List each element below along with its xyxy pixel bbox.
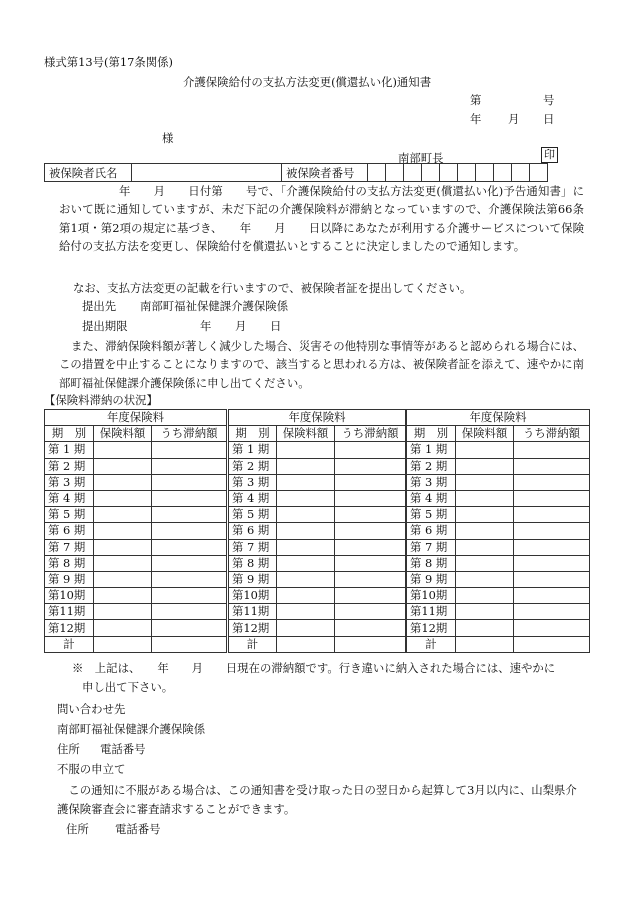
deadline-year: 年 [200,319,212,333]
period-label: 第 3 期 [45,474,94,490]
premium-amount-column-header: 保険料額 [456,426,514,442]
objection-text: この通知に不服がある場合は、この通知書を受け取った日の翌日から起算して3月以内に、山梨県介護保険審査会に審査請求することができます。 [57,783,577,816]
table-row [229,523,406,539]
arrears-note-line-1: ※ 上記は、 年 月 日現在の滞納額です。行き違いに納入された場合には、速やかに [72,661,556,675]
period-column-header: 期 別 [45,426,94,442]
period-label: 第11期 [407,604,456,620]
insured-number-digit[interactable] [386,164,404,182]
table-row [407,604,590,620]
period-label: 第 2 期 [407,458,456,474]
period-label: 第 7 期 [407,539,456,555]
seal-box: 印 [541,147,558,163]
period-label: 第10期 [45,588,94,604]
premium-amount-column-header: 保険料額 [94,426,152,442]
period-label: 第 8 期 [45,555,94,571]
unpaid-amount-cell[interactable] [335,620,406,636]
arrears-note-line-2: 申し出て下さい。 [82,680,174,694]
unpaid-amount-cell[interactable] [335,507,406,523]
objection-phone-label: 電話番号 [115,822,161,836]
arrears-year-row [407,410,590,426]
premium-amount-cell[interactable] [277,539,335,555]
unpaid-amount-cell[interactable] [335,490,406,506]
arrears-column-header-row [45,426,227,442]
table-row [407,539,590,555]
total-label: 計 [229,636,277,652]
insured-number-digit[interactable] [458,164,476,182]
table-row [407,555,590,571]
unpaid-amount-cell[interactable] [335,523,406,539]
table-row [407,474,590,490]
total-label: 計 [45,636,94,652]
period-label: 第 8 期 [229,555,277,571]
premium-amount-cell[interactable] [456,490,514,506]
unpaid-amount-column-header: うち滞納額 [335,426,406,442]
table-row [229,490,406,506]
period-label: 第 5 期 [45,507,94,523]
table-row [45,474,227,490]
period-label: 第 7 期 [45,539,94,555]
arrears-year-row [229,410,406,426]
insured-number-digit[interactable] [494,164,512,182]
premium-amount-cell[interactable] [456,604,514,620]
total-premium-cell[interactable] [94,636,152,652]
period-label: 第 8 期 [407,555,456,571]
form-number: 様式第13号(第17条関係) [44,55,174,69]
premium-amount-cell[interactable] [277,523,335,539]
unpaid-amount-column-header: うち滞納額 [514,426,590,442]
unpaid-amount-cell[interactable] [152,507,227,523]
total-premium-cell[interactable] [277,636,335,652]
unpaid-amount-cell[interactable] [335,555,406,571]
table-row [229,507,406,523]
inquiry-organization: 南部町福祉保健課介護保険係 [57,722,206,736]
insured-info-table [44,163,548,182]
table-row [407,507,590,523]
period-label: 第11期 [45,604,94,620]
table-row [229,620,406,636]
insured-number-digit[interactable] [368,164,386,182]
unpaid-amount-cell[interactable] [152,523,227,539]
insured-name-field[interactable] [132,164,282,182]
insured-number-digit[interactable] [512,164,530,182]
insured-number-digit[interactable] [440,164,458,182]
table-row [229,571,406,587]
period-column-header: 期 別 [229,426,277,442]
premium-amount-cell[interactable] [94,571,152,587]
unpaid-amount-cell[interactable] [514,474,590,490]
period-label: 第12期 [229,620,277,636]
arrears-table-1 [44,409,227,653]
unpaid-amount-cell[interactable] [335,458,406,474]
period-label: 第10期 [407,588,456,604]
unpaid-amount-cell[interactable] [514,604,590,620]
table-row [45,604,227,620]
insured-number-digit[interactable] [476,164,494,182]
premium-amount-cell[interactable] [277,620,335,636]
fiscal-year-header: 年度保険料 [407,410,590,426]
unpaid-amount-cell[interactable] [514,458,590,474]
arrears-status-heading: 【保険料滞納の状況】 [44,393,158,407]
premium-amount-cell[interactable] [277,442,335,458]
period-label: 第 6 期 [229,523,277,539]
total-unpaid-cell[interactable] [152,636,227,652]
table-row [45,442,227,458]
premium-amount-cell[interactable] [94,523,152,539]
unpaid-amount-cell[interactable] [514,539,590,555]
period-label: 第 2 期 [45,458,94,474]
period-label: 第 4 期 [45,490,94,506]
unpaid-amount-cell[interactable] [152,442,227,458]
premium-amount-cell[interactable] [94,490,152,506]
period-label: 第 9 期 [45,571,94,587]
table-row [45,458,227,474]
premium-amount-cell[interactable] [94,620,152,636]
period-label: 第 3 期 [407,474,456,490]
total-row [229,636,406,652]
issue-date-month: 月 [508,112,520,126]
unpaid-amount-cell[interactable] [335,588,406,604]
table-row [407,588,590,604]
arrears-column-header-row [229,426,406,442]
insured-number-digit[interactable] [422,164,440,182]
fiscal-year-header: 年度保険料 [229,410,406,426]
period-label: 第 2 期 [229,458,277,474]
premium-amount-cell[interactable] [277,571,335,587]
total-row [407,636,590,652]
period-label: 第 4 期 [229,490,277,506]
unpaid-amount-cell[interactable] [152,571,227,587]
document-title: 介護保険給付の支払方法変更(償還払い化)通知書 [183,75,432,89]
table-row [45,507,227,523]
unpaid-amount-cell[interactable] [514,523,590,539]
unpaid-amount-cell[interactable] [152,474,227,490]
table-row [407,523,590,539]
sender-name: 南部町長 [398,151,444,165]
unpaid-amount-cell[interactable] [152,620,227,636]
period-label: 第 4 期 [407,490,456,506]
table-row [407,620,590,636]
issue-date-day: 日 [543,112,555,126]
period-label: 第 5 期 [229,507,277,523]
table-row [407,490,590,506]
unpaid-amount-cell[interactable] [335,571,406,587]
premium-amount-cell[interactable] [456,555,514,571]
table-row [45,490,227,506]
total-premium-cell[interactable] [456,636,514,652]
premium-amount-cell[interactable] [94,588,152,604]
table-row [229,604,406,620]
unpaid-amount-column-header: うち滞納額 [152,426,227,442]
total-label: 計 [407,636,456,652]
issue-date-year: 年 [470,112,482,126]
total-unpaid-cell[interactable] [335,636,406,652]
insured-number-digit[interactable] [530,164,548,182]
period-label: 第 7 期 [229,539,277,555]
unpaid-amount-cell[interactable] [152,490,227,506]
table-row [45,539,227,555]
premium-amount-cell[interactable] [277,588,335,604]
premium-amount-cell[interactable] [94,604,152,620]
unpaid-amount-cell[interactable] [514,490,590,506]
unpaid-amount-cell[interactable] [335,604,406,620]
unpaid-amount-cell[interactable] [152,539,227,555]
period-label: 第 6 期 [45,523,94,539]
premium-amount-cell[interactable] [456,571,514,587]
premium-amount-cell[interactable] [456,507,514,523]
premium-amount-cell[interactable] [277,604,335,620]
unpaid-amount-cell[interactable] [514,588,590,604]
premium-amount-cell[interactable] [94,458,152,474]
unpaid-amount-cell[interactable] [514,555,590,571]
inquiry-phone-label: 電話番号 [100,742,146,756]
table-row [229,474,406,490]
premium-amount-cell[interactable] [94,539,152,555]
period-label: 第 1 期 [407,442,456,458]
period-column-header: 期 別 [407,426,456,442]
document-number-prefix: 第 [470,93,482,107]
premium-amount-column-header: 保険料額 [277,426,335,442]
unpaid-amount-cell[interactable] [335,474,406,490]
table-row [45,571,227,587]
document-number-suffix: 号 [543,93,555,107]
period-label: 第 5 期 [407,507,456,523]
period-label: 第 1 期 [229,442,277,458]
insured-number-label: 被保険者番号 [282,164,368,182]
unpaid-amount-cell[interactable] [514,571,590,587]
table-row [407,458,590,474]
notice-paragraph-1: 年 月 日付第 号で、「介護保険給付の支払方法変更(償還払い化)予告通知書」において既に通知していますが、未だ下記の介護保険料が滞納となっていますので、介護保険法第66条第1項・第2項の規定に基づき、 年 月 日以降にあなたが利用する介護サービスについて保険給付の支払方法を変更し、保険給付を償還払いとすることに決定しましたので通知します。 [59,184,584,254]
deadline-month: 月 [235,319,247,333]
table-row [45,620,227,636]
unpaid-amount-cell[interactable] [152,555,227,571]
table-row [45,555,227,571]
period-label: 第10期 [229,588,277,604]
premium-amount-cell[interactable] [94,555,152,571]
fiscal-year-header: 年度保険料 [45,410,227,426]
arrears-column-header-row [407,426,590,442]
table-row [229,539,406,555]
insured-name-label: 被保険者氏名 [45,164,132,182]
inquiry-address-label: 住所 [57,742,80,756]
period-label: 第 1 期 [45,442,94,458]
premium-amount-cell[interactable] [456,458,514,474]
submit-to-value: 南部町福祉保健課介護保険係 [140,299,289,313]
arrears-table-3 [406,409,590,653]
arrears-table-2 [228,409,406,653]
period-label: 第 6 期 [407,523,456,539]
unpaid-amount-cell[interactable] [152,588,227,604]
premium-amount-cell[interactable] [456,588,514,604]
period-label: 第 9 期 [407,571,456,587]
unpaid-amount-cell[interactable] [152,458,227,474]
deadline-day: 日 [270,319,282,333]
period-label: 第12期 [407,620,456,636]
premium-amount-cell[interactable] [456,539,514,555]
period-label: 第 3 期 [229,474,277,490]
inquiry-label: 問い合わせ先 [57,702,126,716]
total-unpaid-cell[interactable] [514,636,590,652]
period-label: 第12期 [45,620,94,636]
table-row [229,588,406,604]
premium-amount-cell[interactable] [94,507,152,523]
addressee-suffix: 様 [162,131,174,145]
unpaid-amount-cell[interactable] [335,539,406,555]
premium-amount-cell[interactable] [456,620,514,636]
premium-amount-cell[interactable] [456,523,514,539]
total-row [45,636,227,652]
premium-amount-cell[interactable] [277,555,335,571]
premium-amount-cell[interactable] [456,442,514,458]
submit-to-label: 提出先 [82,299,117,313]
unpaid-amount-cell[interactable] [514,507,590,523]
unpaid-amount-cell[interactable] [514,442,590,458]
insured-number-digit[interactable] [404,164,422,182]
deadline-label: 提出期限 [82,319,128,333]
arrears-year-row [45,410,227,426]
period-label: 第 9 期 [229,571,277,587]
premium-amount-cell[interactable] [277,458,335,474]
table-row [407,442,590,458]
table-row [45,523,227,539]
objection-address-label: 住所 [66,822,89,836]
unpaid-amount-cell[interactable] [152,604,227,620]
table-row [229,555,406,571]
premium-amount-cell[interactable] [277,507,335,523]
unpaid-amount-cell[interactable] [514,620,590,636]
unpaid-amount-cell[interactable] [335,442,406,458]
premium-amount-cell[interactable] [456,474,514,490]
table-row [45,588,227,604]
premium-amount-cell[interactable] [94,442,152,458]
objection-heading: 不服の申立て [57,762,126,776]
table-row [229,458,406,474]
premium-amount-cell[interactable] [277,474,335,490]
premium-amount-cell[interactable] [94,474,152,490]
table-row [407,571,590,587]
notice-paragraph-2: なお、支払方法変更の記載を行いますので、被保険者証を提出してください。 [73,281,472,295]
table-row [229,442,406,458]
period-label: 第11期 [229,604,277,620]
notice-paragraph-3: また、滞納保険料額が著しく減少した場合、災害その他特別な事情等があると認められる場合には、この措置を中止することになりますので、該当すると思われる方は、被保険者証を添えて、速やかに南部町福祉保健課介護保険係に申し出てください。 [59,339,584,390]
premium-amount-cell[interactable] [277,490,335,506]
